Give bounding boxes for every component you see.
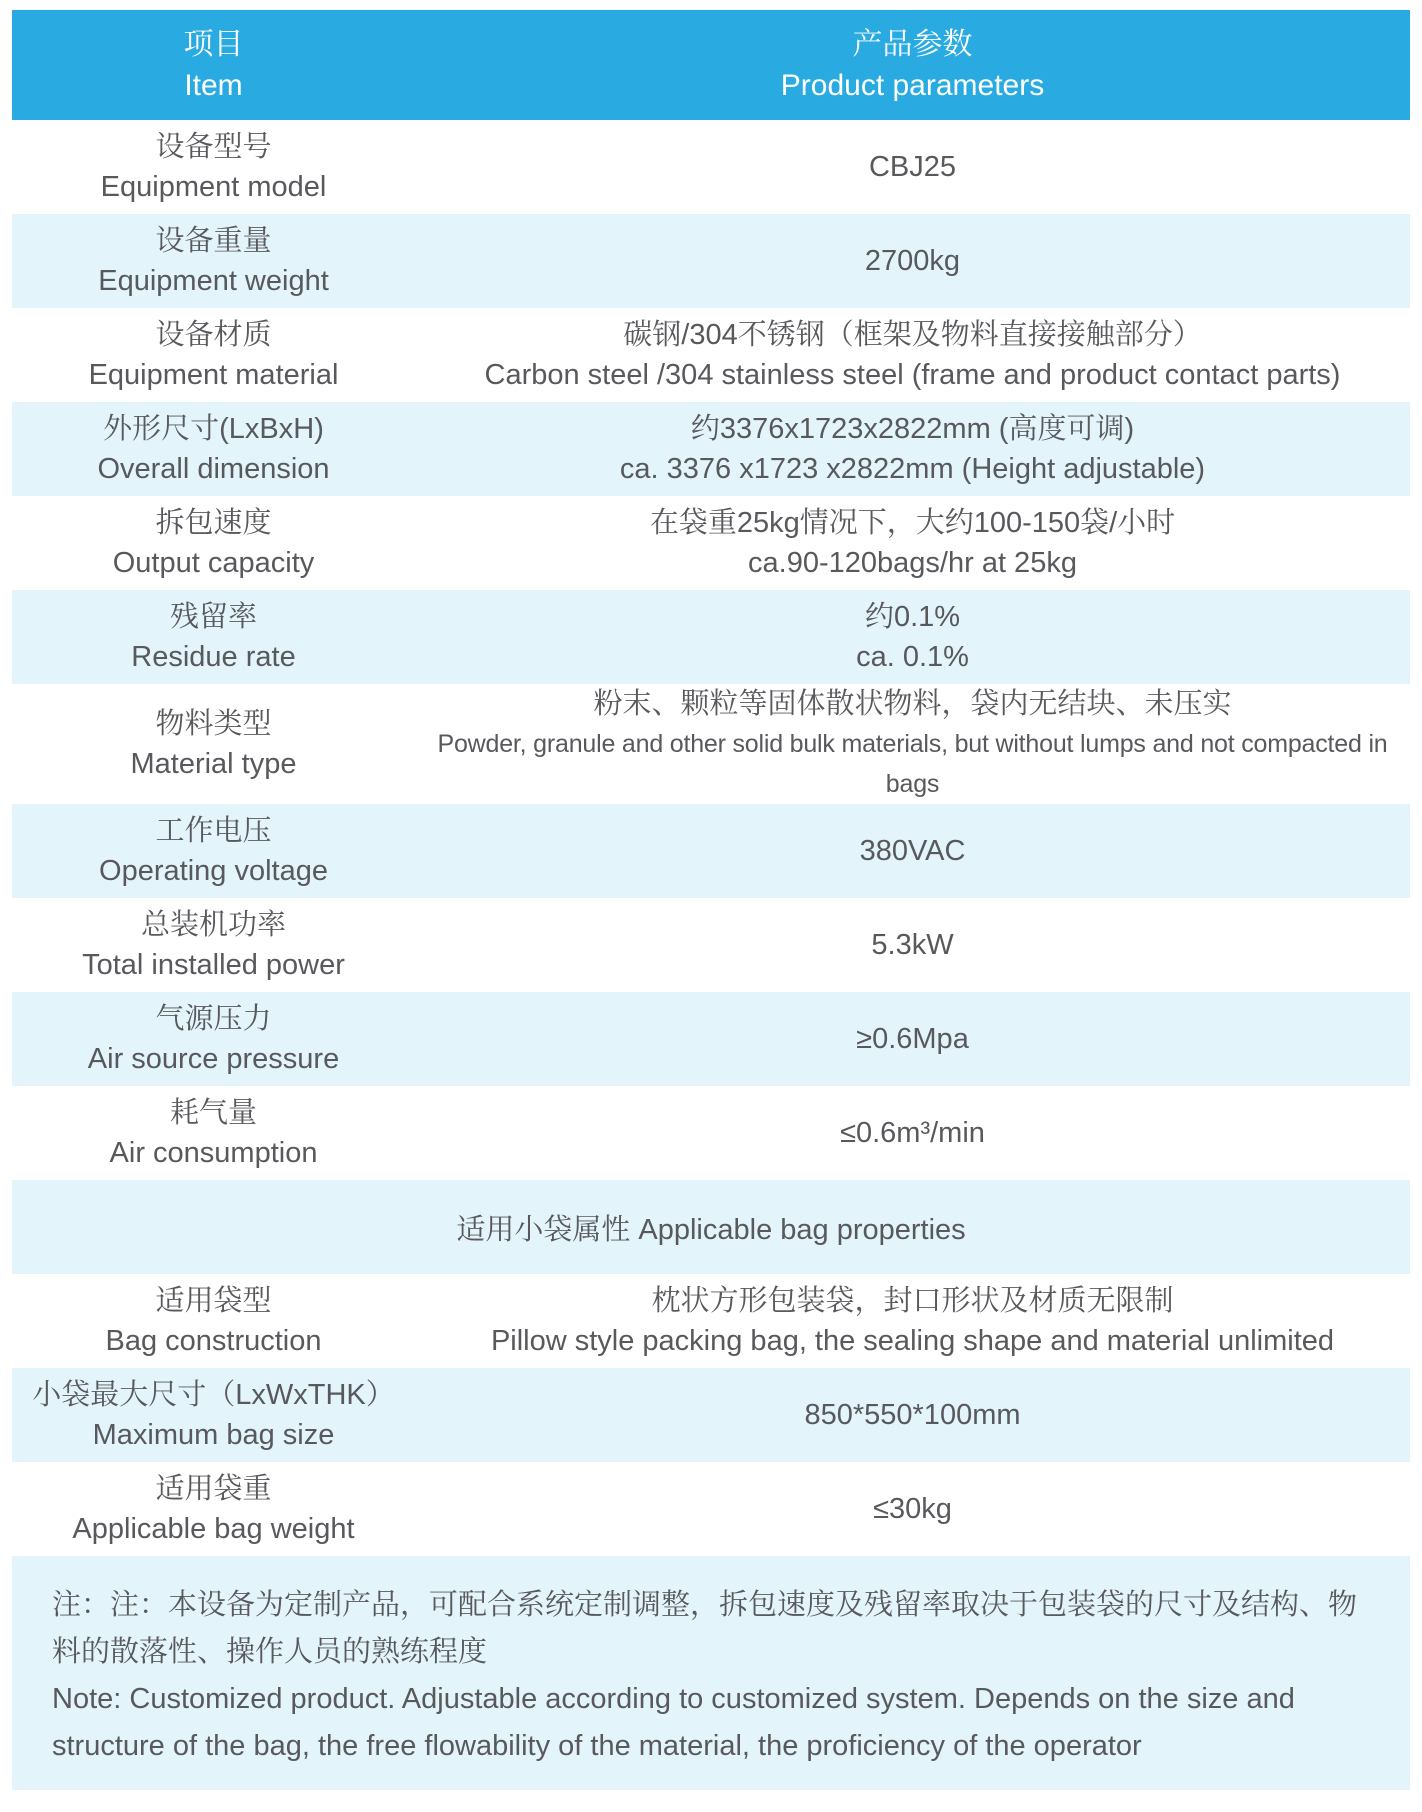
product-parameters-table (12, 10, 1410, 1790)
row-output-capacity (12, 496, 1410, 590)
row-material-type (12, 684, 1410, 804)
row-value-text: 2700kg (864, 245, 961, 277)
row-label-en: Overall dimension (97, 453, 330, 485)
row-maximum-bag-size (12, 1368, 1410, 1462)
row-value-text: CBJ25 (868, 151, 957, 183)
row-label-en: Residue rate (131, 641, 296, 673)
row-label-en: Air consumption (109, 1137, 318, 1169)
row-label-zh: 小袋最大尺寸（LxWxTHK） (32, 1379, 395, 1411)
row-label-zh: 拆包速度 (155, 507, 272, 539)
row-label-en: Equipment model (100, 171, 327, 203)
row-value-zh: 在袋重25kg情况下，大约100-150袋/小时 (649, 507, 1176, 539)
header-parameters-zh: 产品参数 (852, 28, 973, 61)
row-label-en: Air source pressure (87, 1043, 340, 1075)
row-value-text: 850*550*100mm (804, 1399, 1021, 1431)
row-value-zh: 约0.1% (864, 601, 961, 633)
row-value-en: Powder, granule and other solid bulk materials, but without lumps and not compacted in bags (437, 730, 1388, 798)
row-value-text: ≤0.6m³/min (840, 1117, 985, 1149)
row-label (12, 214, 415, 308)
table-header-row (12, 10, 1410, 120)
row-label (12, 496, 415, 590)
row-label-en: Total installed power (82, 949, 345, 981)
row-label-zh: 适用袋型 (155, 1285, 272, 1317)
header-item-zh: 项目 (183, 28, 244, 61)
row-label-zh: 物料类型 (155, 708, 272, 740)
row-label (12, 804, 415, 898)
row-label (12, 1462, 415, 1556)
row-value (415, 804, 1410, 898)
row-label-zh: 耗气量 (169, 1097, 257, 1129)
row-value (415, 1368, 1410, 1462)
row-value (415, 590, 1410, 684)
row-value-en: ca. 0.1% (856, 641, 969, 673)
row-value (415, 1274, 1410, 1368)
row-label-zh: 残留率 (169, 601, 257, 633)
row-value-text: 380VAC (859, 835, 966, 867)
row-label (12, 684, 415, 804)
row-value-en: ca. 3376 x1723 x2822mm (Height adjustable) (619, 453, 1206, 485)
row-value-en: Carbon steel /304 stainless steel (frame and product contact parts) (484, 359, 1341, 391)
row-value-en: ca.90-120bags/hr at 25kg (748, 547, 1077, 579)
row-label-zh: 设备材质 (155, 319, 272, 351)
row-equipment-material (12, 308, 1410, 402)
row-value (415, 1086, 1410, 1180)
row-equipment-model (12, 120, 1410, 214)
section-header-text: 适用小袋属性 Applicable bag properties (456, 1213, 966, 1246)
row-label (12, 898, 415, 992)
row-label-zh: 工作电压 (155, 815, 272, 847)
row-value-zh: 约3376x1723x2822mm (高度可调) (690, 413, 1135, 445)
row-label-en: Equipment weight (98, 265, 329, 297)
row-value (415, 496, 1410, 590)
row-label-zh: 设备重量 (155, 225, 272, 257)
row-value (415, 308, 1410, 402)
row-air-source-pressure (12, 992, 1410, 1086)
header-cell-item (12, 10, 415, 120)
row-label-zh: 外形尺寸(LxBxH) (103, 413, 324, 445)
note-text-zh: 注：注：本设备为定制产品，可配合系统定制调整，拆包速度及残留率取决于包装袋的尺寸及结构、物料的散落性、操作人员的熟练程度 (52, 1589, 1358, 1668)
row-label-en: Material type (130, 748, 297, 780)
row-label (12, 1274, 415, 1368)
row-applicable-bag-weight (12, 1462, 1410, 1556)
row-label (12, 120, 415, 214)
header-item-en: Item (184, 69, 243, 102)
row-value (415, 898, 1410, 992)
row-equipment-weight (12, 214, 1410, 308)
row-label-zh: 总装机功率 (140, 909, 286, 941)
row-value (415, 684, 1410, 804)
row-value-en: Pillow style packing bag, the sealing shape and material unlimited (490, 1325, 1335, 1357)
row-operating-voltage (12, 804, 1410, 898)
row-value-text: 5.3kW (871, 929, 954, 961)
row-label-zh: 气源压力 (155, 1003, 272, 1035)
row-label (12, 308, 415, 402)
row-label (12, 1086, 415, 1180)
row-total-installed-power (12, 898, 1410, 992)
row-value (415, 1462, 1410, 1556)
row-label-zh: 设备型号 (155, 131, 272, 163)
header-cell-parameters (415, 10, 1410, 120)
row-label-en: Applicable bag weight (72, 1513, 355, 1545)
row-label (12, 402, 415, 496)
row-label-en: Equipment material (88, 359, 339, 391)
row-value (415, 214, 1410, 308)
row-label-en: Output capacity (112, 547, 315, 579)
row-label-zh: 适用袋重 (155, 1473, 272, 1505)
section-header-applicable-bag-properties (12, 1180, 1410, 1274)
row-air-consumption (12, 1086, 1410, 1180)
header-parameters-en: Product parameters (780, 69, 1045, 102)
row-residue-rate (12, 590, 1410, 684)
row-label (12, 1368, 415, 1462)
row-value (415, 120, 1410, 214)
note-block (12, 1556, 1410, 1790)
row-label (12, 590, 415, 684)
row-value (415, 992, 1410, 1086)
row-label (12, 992, 415, 1086)
row-bag-construction (12, 1274, 1410, 1368)
row-value-zh: 枕状方形包装袋，封口形状及材质无限制 (651, 1285, 1174, 1317)
row-value-zh: 粉末、颗粒等固体散状物料，袋内无结块、未压实 (593, 688, 1232, 720)
row-value (415, 402, 1410, 496)
note-text-en: Note: Customized product. Adjustable according to customized system. Depends on the size and structure of the bag, the free flowability of the material, the proficiency of the operator (52, 1683, 1295, 1762)
row-value-zh: 碳钢/304不锈钢（框架及物料直接接触部分） (623, 319, 1202, 351)
row-label-en: Maximum bag size (92, 1419, 335, 1451)
row-value-text: ≤30kg (873, 1493, 952, 1525)
row-value-text: ≥0.6Mpa (856, 1023, 969, 1055)
row-label-en: Operating voltage (99, 855, 328, 887)
row-label-en: Bag construction (105, 1325, 322, 1357)
row-overall-dimension (12, 402, 1410, 496)
